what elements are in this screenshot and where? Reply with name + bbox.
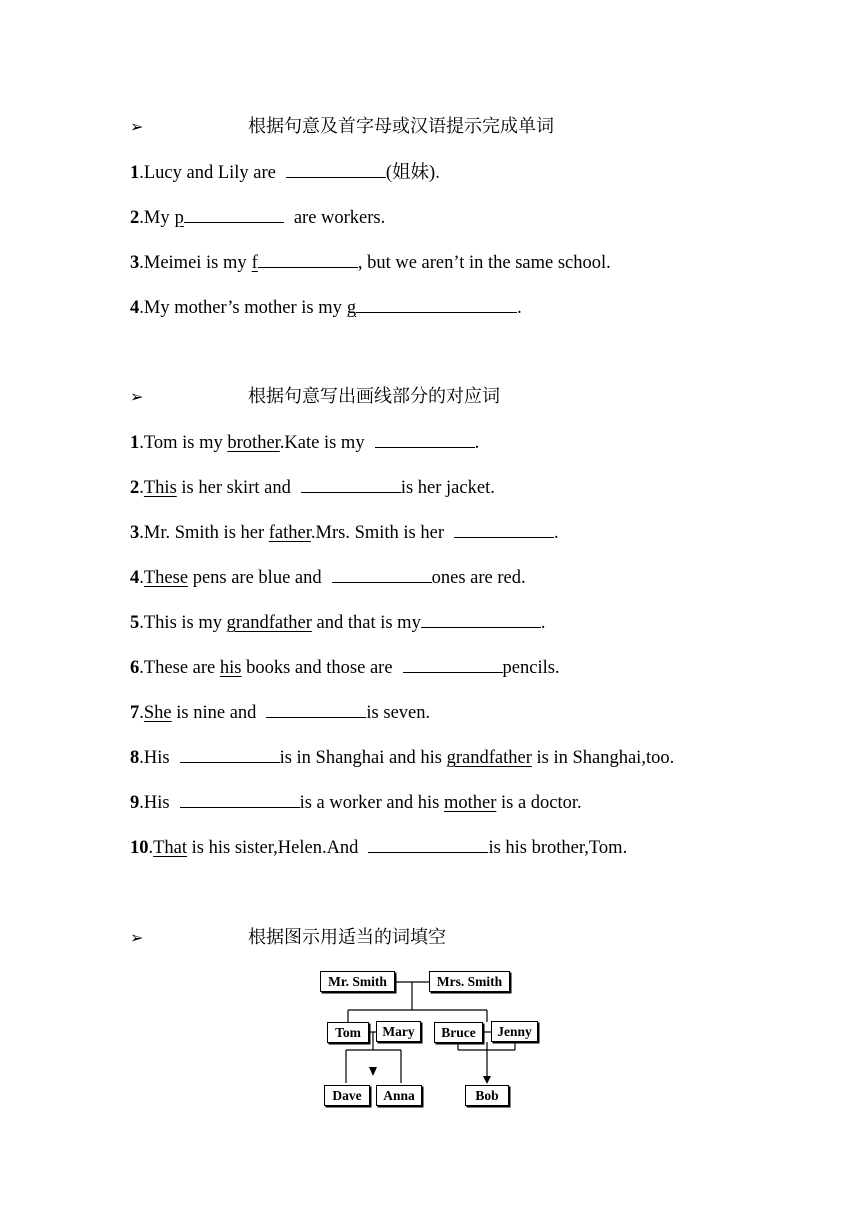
item-number: 5 (130, 613, 140, 633)
section1-title: 根据句意及首字母或汉语提示完成单词 (248, 116, 554, 137)
item-text: is seven. (366, 703, 431, 723)
underlined-word: She (143, 703, 172, 723)
item-text: and that is my (311, 613, 421, 633)
answer-blank[interactable] (180, 790, 300, 808)
item-number: 4 (130, 298, 140, 318)
s2-item-9 (130, 790, 582, 814)
item-number: 1 (130, 433, 140, 453)
node-grandmother: Mrs. Smith (429, 971, 510, 992)
answer-blank[interactable] (332, 565, 432, 583)
node-grandfather: Mr. Smith (320, 971, 395, 992)
item-text: is in Shanghai and his (279, 748, 447, 768)
s2-item-1 (130, 430, 479, 454)
s1-item-3 (130, 250, 611, 274)
item-number: 8 (130, 748, 140, 768)
underlined-word: These (143, 568, 189, 588)
item-text: . (554, 523, 559, 543)
item-text: is a doctor. (496, 793, 582, 813)
item-text: .Kate is my (279, 433, 365, 453)
answer-blank[interactable] (266, 700, 366, 718)
item-text: . (139, 703, 144, 723)
item-text: .His (139, 748, 170, 768)
s2-item-7 (130, 700, 430, 724)
underlined-word: This (143, 478, 177, 498)
item-text: books and those are (241, 658, 393, 678)
answer-blank[interactable] (286, 160, 386, 178)
item-number: 4 (130, 568, 140, 588)
item-text: .These are (139, 658, 220, 678)
answer-blank[interactable] (301, 475, 401, 493)
item-text: .His (139, 793, 170, 813)
item-number: 2 (130, 478, 140, 498)
item-number: 7 (130, 703, 140, 723)
item-text: is her jacket. (400, 478, 495, 498)
item-text: . (148, 838, 154, 858)
item-text: .My (139, 208, 170, 228)
underlined-word: father (268, 523, 311, 543)
underlined-word: his (219, 658, 242, 678)
item-text: is in Shanghai,too. (531, 748, 675, 768)
item-number: 3 (130, 253, 140, 273)
family-tree-diagram (315, 962, 545, 1117)
item-text: .Mrs. Smith is her (310, 523, 444, 543)
item-text: is nine and (171, 703, 257, 723)
s1-item-1 (130, 160, 440, 184)
node-child-tom: Tom (327, 1022, 369, 1043)
item-text: .Tom is my (139, 433, 228, 453)
s2-item-4 (130, 565, 526, 589)
node-child-bruce: Bruce (434, 1022, 483, 1043)
item-text: is a worker and his (299, 793, 444, 813)
s2-item-8 (130, 745, 674, 769)
s2-item-3 (130, 520, 559, 544)
hint-letter: g (346, 298, 357, 318)
underlined-word: brother (227, 433, 280, 453)
item-number: 3 (130, 523, 140, 543)
item-text: .Mr. Smith is her (139, 523, 269, 543)
answer-blank[interactable] (184, 205, 284, 223)
item-text: .Meimei is my (139, 253, 247, 273)
item-text: pens are blue and (188, 568, 322, 588)
item-number: 10 (130, 838, 149, 858)
s1-item-4 (130, 295, 522, 319)
item-text: .Lucy and Lily are (139, 163, 276, 183)
answer-blank[interactable] (454, 520, 554, 538)
item-text: (姐妹). (385, 163, 440, 183)
item-text: is his brother,Tom. (488, 838, 628, 858)
underlined-word: grandfather (226, 613, 312, 633)
item-text: . (139, 478, 144, 498)
answer-blank[interactable] (368, 835, 488, 853)
s2-item-10 (130, 835, 627, 859)
item-text: pencils. (502, 658, 560, 678)
arrow-bullet-icon: ➢ (130, 387, 144, 406)
arrow-bullet-icon: ➢ (130, 117, 144, 136)
node-child-mary: Mary (376, 1021, 421, 1042)
item-text: is his sister,Helen.And (187, 838, 359, 858)
item-text: , but we aren’t in the same school. (357, 253, 611, 273)
item-text: .My mother’s mother is my (139, 298, 342, 318)
item-text: .This is my (139, 613, 227, 633)
s2-item-6 (130, 655, 560, 679)
hint-letter: p (174, 208, 184, 228)
item-text: ones are red. (431, 568, 526, 588)
node-child-jenny: Jenny (491, 1021, 538, 1042)
item-number: 6 (130, 658, 140, 678)
s2-item-2 (130, 475, 495, 499)
answer-blank[interactable] (180, 745, 280, 763)
node-grandchild-dave: Dave (324, 1085, 370, 1106)
s1-item-2 (130, 205, 385, 229)
item-text: . (139, 568, 144, 588)
item-number: 2 (130, 208, 140, 228)
arrow-bullet-icon: ➢ (130, 928, 144, 947)
item-text: are workers. (293, 208, 386, 228)
node-grandchild-bob: Bob (465, 1085, 509, 1106)
item-text: . (517, 298, 522, 318)
underlined-word: grandfather (446, 748, 532, 768)
s2-item-5 (130, 610, 545, 634)
item-number: 1 (130, 163, 140, 183)
answer-blank[interactable] (403, 655, 503, 673)
node-grandchild-anna: Anna (376, 1085, 422, 1106)
section2-title: 根据句意写出画线部分的对应词 (248, 386, 500, 407)
answer-blank[interactable] (258, 250, 358, 268)
item-text: is her skirt and (176, 478, 291, 498)
hint-letter: f (251, 253, 258, 273)
answer-blank[interactable] (375, 430, 475, 448)
underlined-word: mother (443, 793, 497, 813)
answer-blank[interactable] (421, 610, 541, 628)
answer-blank[interactable] (356, 295, 517, 313)
underlined-word: That (153, 838, 188, 858)
arrow-down-icon (369, 1067, 377, 1076)
item-text: . (540, 613, 546, 633)
arrow-down-icon (483, 1076, 491, 1084)
item-number: 9 (130, 793, 140, 813)
section3-title: 根据图示用适当的词填空 (248, 927, 446, 948)
item-text: . (474, 433, 480, 453)
